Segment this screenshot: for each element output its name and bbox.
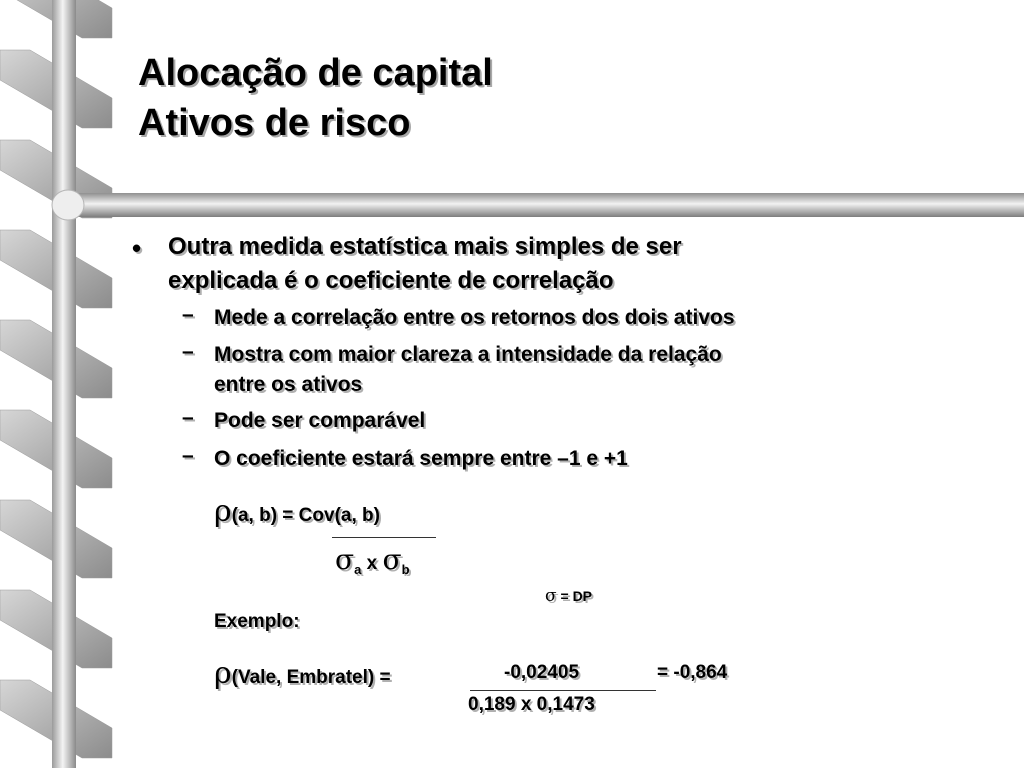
rho-symbol: ρ	[214, 656, 232, 691]
sigma-symbol: σ	[335, 543, 355, 576]
sub-bullet-4: O coeficiente estará sempre entre –1 e +1	[214, 447, 628, 470]
sigma-note	[545, 586, 592, 606]
sub-bullet-2-line-2: entre os ativos	[214, 373, 363, 396]
formula-denominator	[335, 543, 410, 577]
sigma-symbol: σ	[382, 543, 402, 576]
sub-bullet-1: Mede a correlação entre os retornos dos dois ativos	[214, 306, 735, 329]
example-fraction-bar	[470, 690, 656, 691]
rho-symbol: ρ	[214, 494, 232, 529]
dash-marker: –	[182, 444, 194, 467]
correlation-formula	[214, 494, 380, 529]
subscript-a: a	[354, 561, 362, 577]
example-numerator: -0,02405	[504, 662, 580, 683]
title-line-1: Alocação de capital	[138, 52, 493, 94]
main-bullet-line-2: explicada é o coeficiente de correlação	[168, 267, 614, 294]
example-denominator: 0,189 x 0,1473	[468, 694, 595, 715]
formula-numerator: (a, b) = Cov(a, b)	[231, 505, 380, 526]
slide-title	[138, 48, 493, 148]
dash-marker: –	[182, 303, 194, 326]
sigma-note-text: = DP	[560, 588, 593, 604]
example-label: Exemplo:	[214, 611, 300, 632]
sigma-symbol: σ	[545, 586, 557, 606]
sub-bullet-2	[214, 340, 722, 400]
horizontal-rule	[66, 193, 1024, 217]
sub-bullet-3: Pode ser comparável	[214, 409, 426, 432]
vertical-pipe	[52, 0, 76, 768]
rule-knob	[52, 190, 84, 220]
example-formula	[214, 656, 391, 691]
title-line-2: Ativos de risco	[138, 102, 411, 144]
fraction-bar	[332, 537, 436, 538]
times-symbol: x	[366, 553, 378, 574]
bullet-marker: •	[132, 233, 142, 263]
dash-marker: –	[182, 340, 194, 363]
example-lhs: (Vale, Embratel) =	[231, 667, 391, 688]
main-bullet-line-1: Outra medida estatística mais simples de ser	[168, 233, 682, 260]
subscript-b: b	[401, 561, 410, 577]
dash-marker: –	[182, 406, 194, 429]
main-bullet	[168, 230, 682, 298]
example-result: = -0,864	[657, 662, 728, 683]
sub-bullet-2-line-1: Mostra com maior clareza a intensidade da relação	[214, 343, 722, 366]
